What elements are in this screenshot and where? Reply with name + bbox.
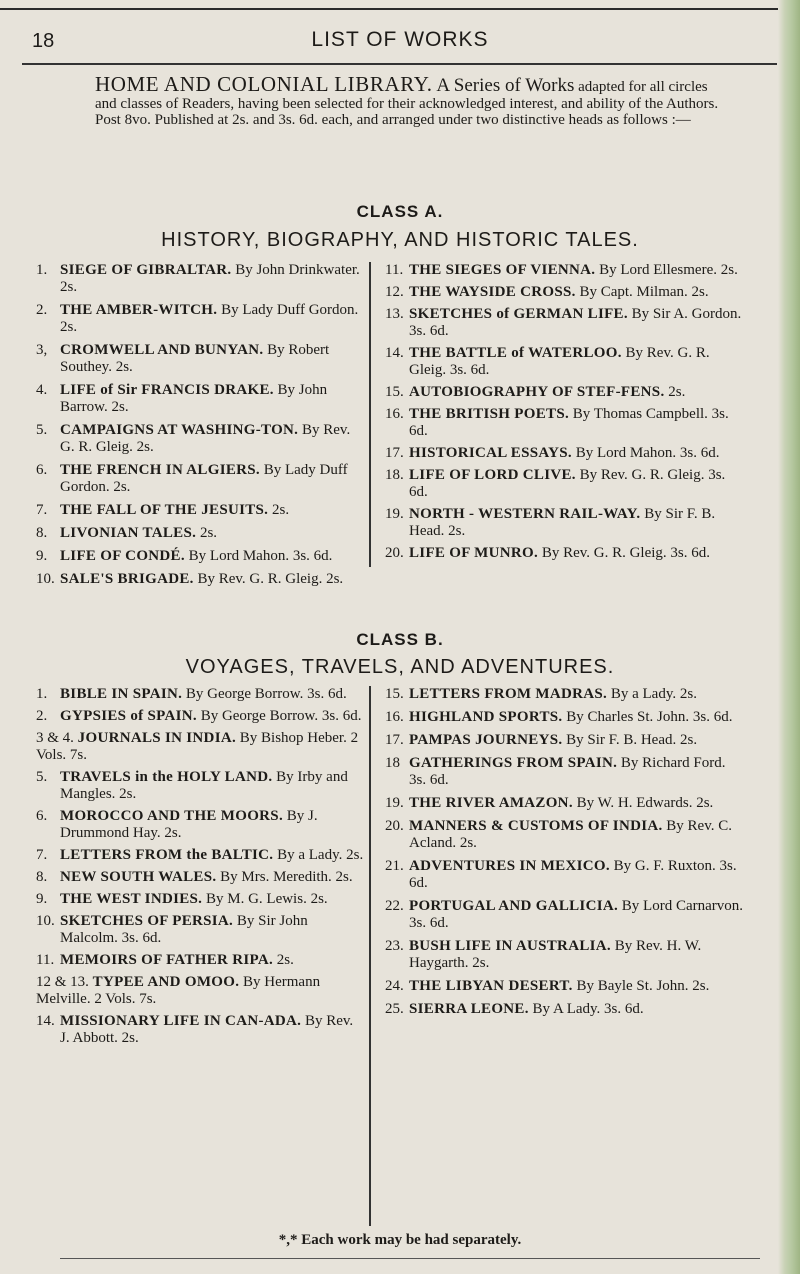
list-item [385, 284, 745, 301]
class-a-right-column [385, 262, 745, 567]
item-title: PORTUGAL AND GALLICIA. [409, 898, 619, 914]
item-author-price: 2s. [268, 502, 290, 518]
item-author-price: 2s. [196, 525, 218, 541]
item-number: 21. [385, 858, 404, 874]
item-author-price: By Sir F. B. Head. 2s. [409, 506, 716, 539]
item-title: BUSH LIFE IN AUSTRALIA. [409, 938, 611, 954]
list-item [385, 384, 745, 401]
item-number: 12 & 13. [36, 974, 93, 990]
class-a-heading: CLASS A. [356, 202, 444, 221]
item-author-price: By A Lady. 3s. 6d. [528, 1001, 644, 1017]
item-title: ADVENTURES IN MEXICO. [409, 858, 610, 874]
item-title: THE BRITISH POETS. [409, 406, 570, 422]
item-title: THE SIEGES OF VIENNA. [409, 262, 596, 278]
item-number: 14. [385, 345, 404, 361]
item-title: LIFE OF CONDÉ. [60, 548, 185, 564]
item-author-price: By John Barrow. 2s. [60, 382, 328, 415]
item-title: MISSIONARY LIFE IN CAN-ADA. [60, 1013, 302, 1029]
item-author-price: By Rev. H. W. Haygarth. 2s. [409, 938, 702, 971]
item-number: 15. [385, 686, 404, 702]
list-item [385, 506, 745, 540]
list-item [36, 548, 366, 565]
item-number: 7. [36, 847, 48, 863]
footnote: *,* Each work may be had separately. [278, 1232, 522, 1248]
list-item [36, 708, 366, 725]
item-title: SALE'S BRIGADE. [60, 571, 194, 587]
item-number: 11. [36, 952, 55, 968]
item-title: LIFE OF LORD CLIVE. [409, 467, 576, 483]
item-title: NEW SOUTH WALES. [60, 869, 217, 885]
item-title: LETTERS FROM MADRAS. [409, 686, 608, 702]
item-author-price: By Thomas Campbell. 3s. 6d. [409, 406, 729, 439]
list-item [36, 974, 366, 1008]
item-number: 17. [385, 445, 404, 461]
list-item [385, 732, 745, 749]
item-number: 11. [385, 262, 404, 278]
list-item [36, 847, 366, 864]
intro-body: adapted for all circles and classes of Readers, having been selected for their acknowledged interest, and ability of the Authors. Post 8vo. Published at 2s. and 3s. 6d. each, and arranged under two distinctive heads as follows :— [95, 79, 719, 128]
item-title: BIBLE IN SPAIN. [60, 686, 183, 702]
list-item [385, 345, 745, 379]
item-number: 4. [36, 382, 48, 398]
item-title: THE BATTLE of WATERLOO. [409, 345, 622, 361]
item-number: 2. [36, 708, 48, 724]
item-title: CAMPAIGNS AT WASHING-TON. [60, 422, 299, 438]
bottom-rule [60, 1258, 760, 1259]
item-number: 8. [36, 869, 48, 885]
list-item [385, 709, 745, 726]
page-number: 18 [32, 30, 55, 52]
item-title: AUTOBIOGRAPHY OF STEF-FENS. [409, 384, 665, 400]
item-author-price: By Rev. G. R. Gleig. 3s. 6d. [409, 467, 726, 500]
library-title: HOME AND COLONIAL LIBRARY. [95, 72, 433, 96]
item-number: 6. [36, 462, 48, 478]
item-author-price: By Bayle St. John. 2s. [572, 978, 710, 994]
item-title: LIVONIAN TALES. [60, 525, 197, 541]
item-number: 3, [36, 342, 48, 358]
item-number: 5. [36, 769, 48, 785]
item-author-price: By Richard Ford. 3s. 6d. [409, 755, 726, 788]
item-number: 24. [385, 978, 404, 994]
item-number: 20. [385, 545, 404, 561]
list-item [385, 978, 745, 995]
list-item [385, 1001, 745, 1018]
item-author-price: By a Lady. 2s. [273, 847, 364, 863]
item-title: LIFE of Sir FRANCIS DRAKE. [60, 382, 274, 398]
class-b-heading: CLASS B. [356, 630, 444, 649]
item-title: JOURNALS IN INDIA. [77, 730, 237, 746]
item-number: 16. [385, 406, 404, 422]
item-title: TYPEE AND OMOO. [92, 974, 240, 990]
top-rule [0, 8, 800, 10]
item-author-price: By Rev. C. Acland. 2s. [409, 818, 732, 851]
class-a-subject: HISTORY, BIOGRAPHY, AND HISTORIC TALES. [161, 229, 639, 251]
list-item [385, 818, 745, 852]
list-item [36, 891, 366, 908]
list-item [36, 769, 366, 803]
item-number: 10. [36, 913, 55, 929]
list-item [385, 545, 745, 562]
item-number: 1. [36, 686, 48, 702]
list-item [36, 422, 366, 456]
list-item [385, 262, 745, 279]
list-item [385, 445, 745, 462]
item-number: 25. [385, 1001, 404, 1017]
item-author-price: By Robert Southey. 2s. [60, 342, 330, 375]
item-author-price: By Irby and Mangles. 2s. [60, 769, 348, 802]
list-item [36, 808, 366, 842]
item-title: HISTORICAL ESSAYS. [409, 445, 572, 461]
item-title: NORTH - WESTERN RAIL-WAY. [409, 506, 641, 522]
item-number: 8. [36, 525, 48, 541]
list-item [36, 382, 366, 416]
item-title: THE FRENCH IN ALGIERS. [60, 462, 260, 478]
item-author-price: By Capt. Milman. 2s. [575, 284, 709, 300]
item-author-price: By Rev. J. Abbott. 2s. [60, 1013, 354, 1046]
item-title: GYPSIES of SPAIN. [60, 708, 197, 724]
item-number: 13. [385, 306, 404, 322]
list-item [36, 913, 366, 947]
item-title: THE FALL OF THE JESUITS. [60, 502, 269, 518]
item-number: 17. [385, 732, 404, 748]
item-author-price: By Rev. G. R. Gleig. 2s. [60, 422, 351, 455]
item-author-price: 2s. [273, 952, 294, 968]
list-item [385, 467, 745, 501]
item-author-price: By W. H. Edwards. 2s. [572, 795, 714, 811]
item-number: 1. [36, 262, 48, 278]
item-number: 3 & 4. [36, 730, 78, 746]
list-item [385, 406, 745, 440]
list-item [385, 938, 745, 972]
item-number: 5. [36, 422, 48, 438]
item-author-price: By Lady Duff Gordon. 2s. [60, 462, 348, 495]
item-number: 2. [36, 302, 48, 318]
header-rule [22, 63, 777, 65]
item-author-price: By Lord Mahon. 3s. 6d. [571, 445, 720, 461]
item-number: 10. [36, 571, 55, 587]
item-author-price: By Lord Carnarvon. 3s. 6d. [409, 898, 744, 931]
item-author-price: By Lady Duff Gordon. 2s. [60, 302, 359, 335]
item-author-price: By Bishop Heber. 2 Vols. 7s. [36, 730, 359, 763]
class-b-right-column [385, 686, 745, 1024]
list-item [385, 306, 745, 340]
item-title: LETTERS FROM the BALTIC. [60, 847, 274, 863]
item-number: 7. [36, 502, 48, 518]
item-title: SKETCHES OF PERSIA. [60, 913, 234, 929]
item-title: PAMPAS JOURNEYS. [409, 732, 563, 748]
column-divider [369, 262, 371, 567]
list-item [385, 858, 745, 892]
item-title: MANNERS & CUSTOMS OF INDIA. [409, 818, 663, 834]
list-item [385, 795, 745, 812]
item-number: 22. [385, 898, 404, 914]
item-number: 14. [36, 1013, 55, 1029]
item-author-price: By Rev. G. R. Gleig. 2s. [193, 571, 344, 587]
list-item [36, 869, 366, 886]
item-author-price: By Sir F. B. Head. 2s. [562, 732, 698, 748]
class-b-subject: VOYAGES, TRAVELS, AND ADVENTURES. [185, 656, 615, 678]
item-number: 15. [385, 384, 404, 400]
list-item [385, 755, 745, 789]
list-item [36, 302, 366, 336]
library-intro [95, 72, 720, 129]
item-author-price: By Mrs. Meredith. 2s. [216, 869, 353, 885]
list-item [36, 262, 366, 296]
item-author-price: By Sir John Malcolm. 3s. 6d. [60, 913, 308, 946]
list-item [36, 686, 366, 703]
list-item [36, 525, 366, 542]
running-title: LIST OF WORKS [311, 28, 489, 51]
item-author-price: By Rev. G. R. Gleig. 3s. 6d. [409, 345, 710, 378]
list-item [36, 342, 366, 376]
item-author-price: By John Drinkwater. 2s. [60, 262, 360, 295]
item-title: THE LIBYAN DESERT. [409, 978, 573, 994]
item-author-price: By George Borrow. 3s. 6d. [196, 708, 362, 724]
item-title: CROMWELL AND BUNYAN. [60, 342, 264, 358]
list-item [36, 462, 366, 496]
item-author-price: 2s. [664, 384, 686, 400]
item-author-price: By G. F. Ruxton. 3s. 6d. [409, 858, 737, 891]
item-title: THE WAYSIDE CROSS. [409, 284, 576, 300]
item-title: THE WEST INDIES. [60, 891, 203, 907]
list-item [385, 686, 745, 703]
item-title: SKETCHES of GERMAN LIFE. [409, 306, 628, 322]
item-author-price: By George Borrow. 3s. 6d. [182, 686, 347, 702]
item-number: 16. [385, 709, 404, 725]
item-number: 20. [385, 818, 404, 834]
class-b-left-column [36, 686, 366, 1052]
list-item [36, 571, 366, 588]
item-number: 12. [385, 284, 404, 300]
item-author-price: By Rev. G. R. Gleig. 3s. 6d. [538, 545, 711, 561]
item-author-price: By a Lady. 2s. [607, 686, 697, 702]
list-item [36, 1013, 366, 1047]
item-number: 18 [385, 755, 400, 771]
item-author-price: By M. G. Lewis. 2s. [202, 891, 328, 907]
item-number: 19. [385, 795, 404, 811]
list-item [36, 502, 366, 519]
item-author-price: By Hermann Melville. 2 Vols. 7s. [36, 974, 321, 1007]
item-number: 19. [385, 506, 404, 522]
item-number: 9. [36, 548, 48, 564]
item-number: 23. [385, 938, 404, 954]
list-item [385, 898, 745, 932]
item-title: SIEGE OF GIBRALTAR. [60, 262, 232, 278]
class-a-left-column [36, 262, 366, 594]
item-title: GATHERINGS FROM SPAIN. [409, 755, 618, 771]
item-number: 6. [36, 808, 48, 824]
item-title: MOROCCO AND THE MOORS. [60, 808, 284, 824]
item-title: THE AMBER-WITCH. [60, 302, 218, 318]
list-item [36, 730, 366, 764]
item-title: LIFE OF MUNRO. [409, 545, 539, 561]
item-title: THE RIVER AMAZON. [409, 795, 573, 811]
item-author-price: By Lord Ellesmere. 2s. [595, 262, 738, 278]
item-number: 18. [385, 467, 404, 483]
item-title: SIERRA LEONE. [409, 1001, 529, 1017]
item-author-price: By Sir A. Gordon. 3s. 6d. [409, 306, 742, 339]
column-divider [369, 686, 371, 1226]
item-author-price: By J. Drummond Hay. 2s. [60, 808, 318, 841]
item-number: 9. [36, 891, 48, 907]
list-item [36, 952, 366, 969]
item-author-price: By Charles St. John. 3s. 6d. [562, 709, 733, 725]
series-label: A Series of Works [436, 75, 575, 96]
item-title: HIGHLAND SPORTS. [409, 709, 563, 725]
item-author-price: By Lord Mahon. 3s. 6d. [184, 548, 333, 564]
item-title: MEMOIRS OF FATHER RIPA. [60, 952, 274, 968]
item-title: TRAVELS in the HOLY LAND. [60, 769, 273, 785]
